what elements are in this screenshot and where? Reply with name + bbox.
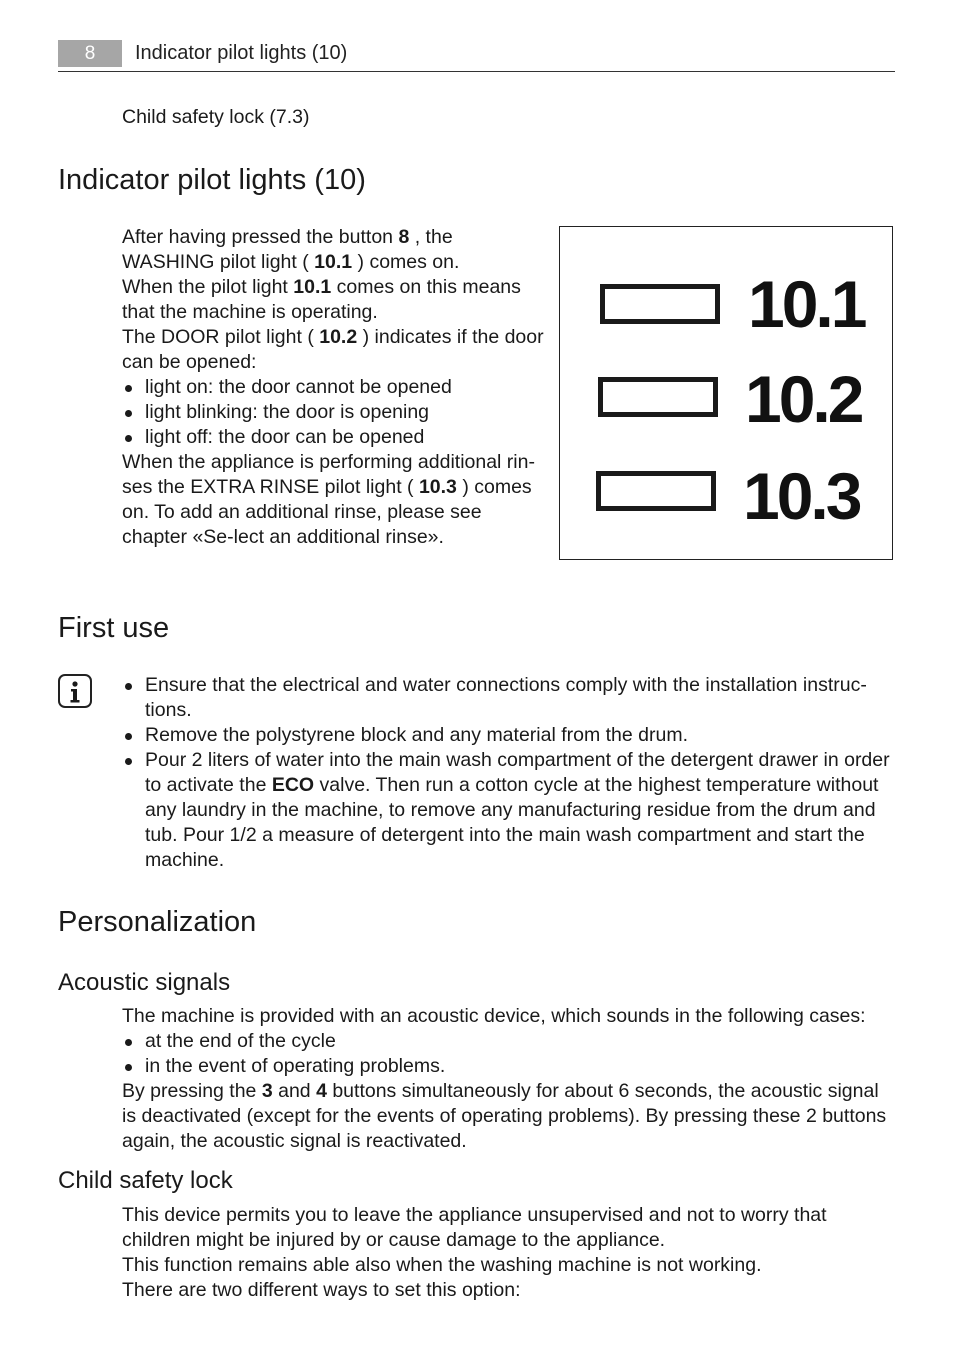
header-title: Indicator pilot lights (10) bbox=[135, 42, 348, 64]
page-number: 8 bbox=[58, 40, 122, 67]
pilot-light-10-2 bbox=[560, 364, 892, 460]
indicator-paragraph-4: When the appliance is performing additional rin-ses the EXTRA RINSE pilot light ( 10.3 ) comes on. To add an additional rinse, please see chapter «Se-lect an additional rinse». bbox=[122, 451, 535, 548]
list-item: light blinking: the door is opening bbox=[122, 400, 550, 425]
acoustic-intro: The machine is provided with an acoustic device, which sounds in the following cases: bbox=[122, 1005, 866, 1027]
pilot-light-rect bbox=[598, 377, 718, 417]
pilot-light-label: 10.2 bbox=[745, 362, 862, 436]
subheading-child-safety-lock: Child safety lock bbox=[58, 1167, 233, 1194]
list-item: light off: the door can be opened bbox=[122, 425, 550, 450]
intro-line: Child safety lock (7.3) bbox=[122, 106, 310, 128]
subheading-acoustic-signals: Acoustic signals bbox=[58, 969, 231, 996]
page-header bbox=[58, 40, 895, 72]
pilot-light-10-3 bbox=[560, 461, 892, 557]
child-lock-paragraph-1: This device permits you to leave the appliance unsupervised and not to worry that children might be injured by or cause damage to the appliance. bbox=[122, 1204, 827, 1251]
child-lock-paragraph-3: There are two different ways to set this option: bbox=[122, 1279, 521, 1301]
indicator-paragraph-2: When the pilot light 10.1 comes on this means that the machine is operating. bbox=[122, 276, 521, 323]
list-item: in the event of operating problems. bbox=[122, 1054, 897, 1079]
acoustic-text bbox=[122, 1004, 897, 1154]
indicator-text bbox=[122, 225, 550, 550]
pilot-light-10-1 bbox=[560, 269, 892, 365]
info-icon bbox=[58, 674, 92, 708]
indicator-paragraph-3: The DOOR pilot light ( 10.2 ) indicates if the door can be opened: bbox=[122, 326, 544, 373]
list-item: Remove the polystyrene block and any material from the drum. bbox=[122, 723, 897, 748]
list-item: Ensure that the electrical and water connections comply with the installation instruc-tions. bbox=[122, 673, 897, 723]
acoustic-list bbox=[122, 1029, 897, 1079]
pilot-light-label: 10.3 bbox=[743, 459, 860, 533]
door-light-list bbox=[122, 375, 550, 450]
list-item: light on: the door cannot be opened bbox=[122, 375, 550, 400]
pilot-light-rect bbox=[596, 471, 716, 511]
section-heading-indicator: Indicator pilot lights (10) bbox=[58, 164, 366, 196]
first-use-text bbox=[122, 673, 897, 873]
first-use-list bbox=[122, 673, 897, 873]
indicator-paragraph-1: After having pressed the button 8 , the WASHING pilot light ( 10.1 ) comes on. bbox=[122, 226, 460, 273]
pilot-light-label: 10.1 bbox=[748, 267, 865, 341]
child-lock-paragraph-2: This function remains able also when the washing machine is not working. bbox=[122, 1254, 762, 1276]
acoustic-paragraph: By pressing the 3 and 4 buttons simultaneously for about 6 seconds, the acoustic signal is deactivated (except for the events of operating problems). By pressing these 2 buttons again, the acoustic signal is reactivated. bbox=[122, 1080, 887, 1152]
list-item: Pour 2 liters of water into the main wash compartment of the detergent drawer in order to activate the ECO valve. Then run a cotton cycle at the highest temperature without any laundry in the machine, to remove any manufacturing residue from the drum and tub. Pour 1/2 a measure of detergent into the main wash compartment and start the machine. bbox=[122, 748, 897, 873]
pilot-light-rect bbox=[600, 284, 720, 324]
section-heading-personalization: Personalization bbox=[58, 906, 257, 938]
section-heading-first-use: First use bbox=[58, 612, 170, 644]
list-item: at the end of the cycle bbox=[122, 1029, 897, 1054]
pilot-lights-figure bbox=[559, 226, 893, 560]
child-lock-text bbox=[122, 1203, 897, 1303]
